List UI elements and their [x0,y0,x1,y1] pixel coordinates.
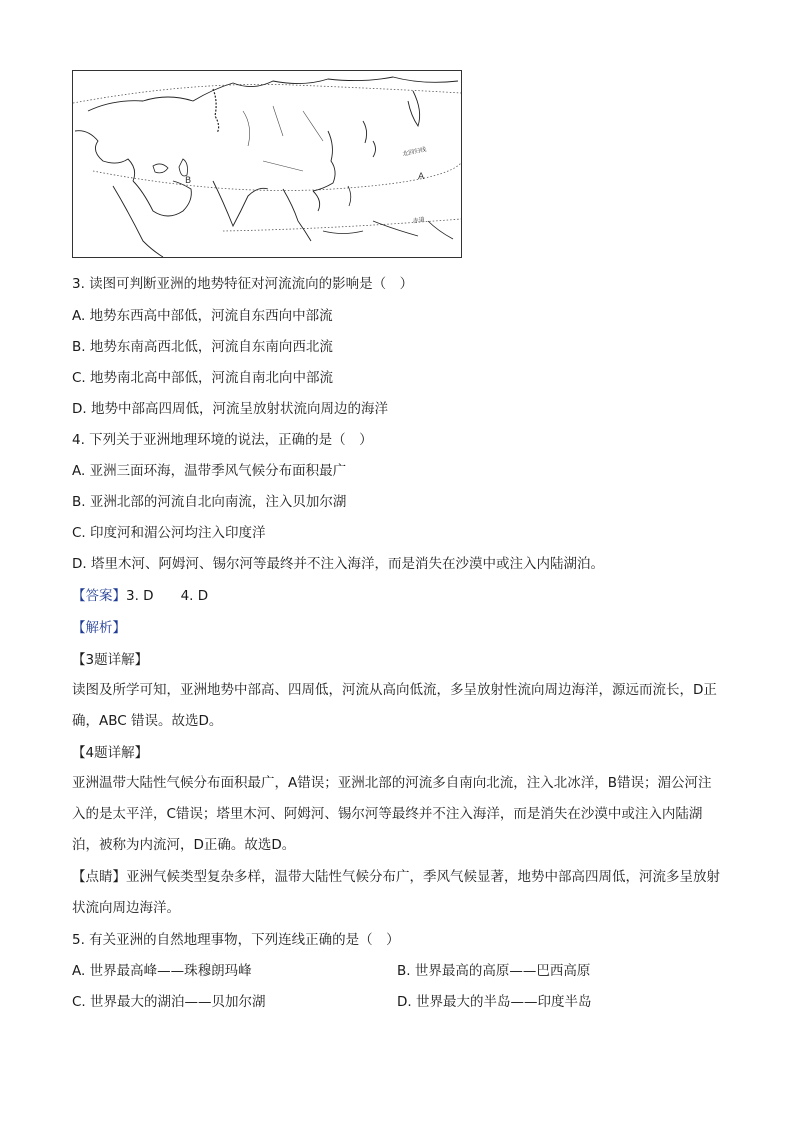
tip-tag: 【点睛】 [72,869,126,885]
q3-option-a: A. 地势东西高中部低，河流自东西向中部流 [72,308,333,324]
tip-paragraph [72,862,722,924]
map-label-equator: 赤道 [412,216,426,225]
detail4-tag: 【4题详解】 [72,745,149,761]
q5-option-d: D. 世界最大的半岛——印度半岛 [397,994,592,1010]
tropic-line [93,163,461,191]
kamchatka [408,91,420,126]
detail3-tag: 【3题详解】 [72,652,149,668]
q4-option-d: D. 塔里木河、阿姆河、锡尔河等最终并不注入海洋，而是消失在沙漠中或注入内陆湖泊。 [72,556,604,572]
detail4-text: 亚洲温带大陆性气候分布面积最广，A错误；亚洲北部的河流多自南向北流，注入北冰洋，B错误；湄公河注入的是太平洋，C错误；塔里木河、阿姆河、锡尔河等最终并不注入海洋，而是消失在沙漠中或注入内陆湖泊，被称为内流河，D正确。故选D。 [72,775,712,853]
china-coastline [313,131,335,191]
answer-text: 3. D 4. D [126,588,209,604]
map-label-tropic: 北回归线 [401,146,427,158]
analysis-tag: 【解析】 [72,620,126,636]
indian-peninsula [213,181,268,226]
archipelago-islands [323,186,453,239]
answer-line [72,586,208,606]
q5-option-a: A. 世界最高峰——珠穆朗玛峰 [72,963,252,979]
q5-stem: 5. 有关亚洲的自然地理事物，下列连线正确的是（ ） [72,932,400,948]
tip-text: 亚洲气候类型复杂多样，温带大陆性气候分布广，季风气候显著，地势中部高四周低，河流多呈放射状流向周边海洋。 [72,869,720,916]
asia-map-drawing [73,71,461,257]
japan-islands [363,121,376,157]
q4-option-b: B. 亚洲北部的河流自北向南流，注入贝加尔湖 [72,494,347,510]
indochina-coastline [283,189,320,241]
ural-boundary [213,89,219,133]
asia-map-figure [72,70,462,258]
answer-tag: 【答案】 [72,588,126,604]
q4-option-c: C. 印度河和湄公河均注入印度洋 [72,525,266,541]
map-label-b: B [185,176,192,186]
q3-stem: 3. 读图可判断亚洲的地势特征对河流流向的影响是（ ） [72,276,414,292]
q4-stem: 4. 下列关于亚洲地理环境的说法，正确的是（ ） [72,432,373,448]
q3-option-b: B. 地势东南高西北低，河流自东南向西北流 [72,339,333,355]
q5-option-b: B. 世界最高的高原——巴西高原 [397,963,591,979]
detail3-text: 读图及所学可知，亚洲地势中部高、四周低，河流从高向低流，多呈放射性流向周边海洋，源远而流长，D正确，ABC 错误。故选D。 [72,682,717,729]
black-sea [153,164,168,173]
q3-option-d: D. 地势中部高四周低，河流呈放射状流向周边的海洋 [72,401,388,417]
q5-option-c: C. 世界最大的湖泊——贝加尔湖 [72,994,266,1010]
map-label-a: A [418,172,425,182]
arabian-peninsula [133,181,191,216]
rivers [243,106,323,171]
q3-option-c: C. 地势南北高中部低，河流自南北向中部流 [72,370,334,386]
africa-coastline [113,186,163,257]
q4-option-a: A. 亚洲三面环海，温带季风气候分布面积最广 [72,463,347,479]
north-coastline [88,77,458,111]
arctic-circle-line [73,84,461,103]
equator-line [223,219,461,231]
caspian-sea [179,159,188,176]
